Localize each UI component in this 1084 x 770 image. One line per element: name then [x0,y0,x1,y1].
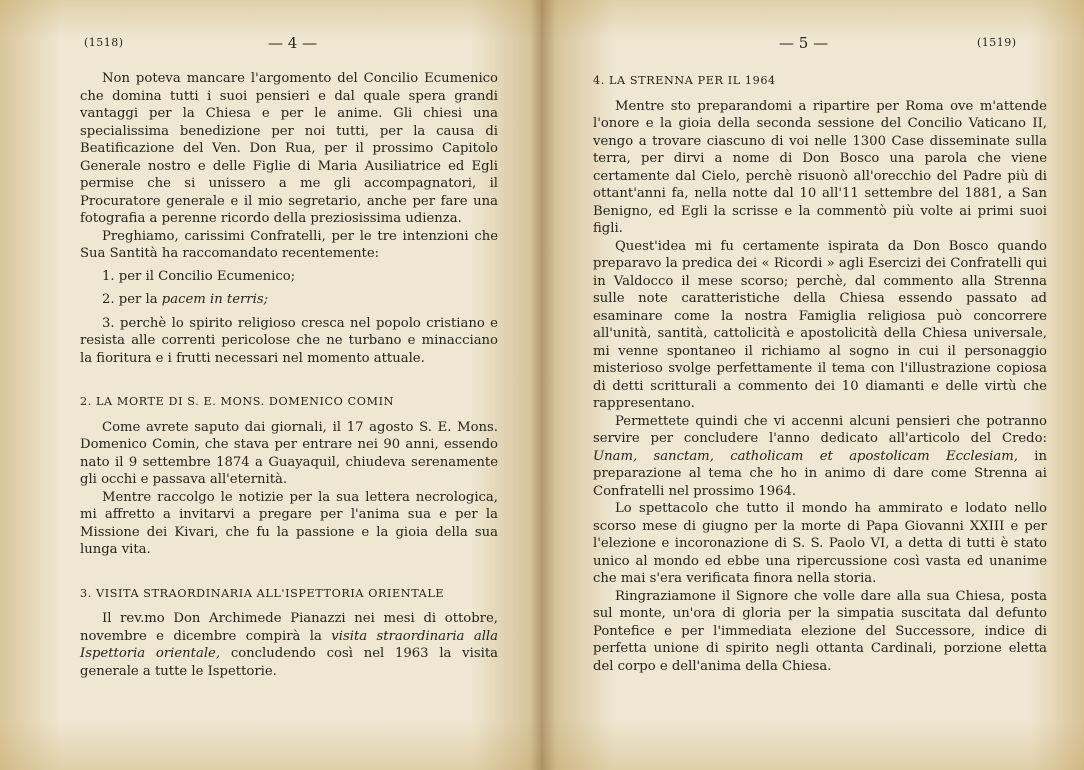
section-4-paragraph-3 [593,413,1047,501]
right-header-code: (1519) [977,36,1017,49]
section-4-paragraph-4: Lo spettacolo che tutto il mondo ha ammirato e lodato nello scorso mese di giugno per la morte di Papa Giovanni XXIII e per l'elezione e incoronazione di S. S. Paolo VI, a detta di tutti è stato unico al mondo ed ebbe una ripercussione così vasta ed unanime che mai s'era verificata finora nella storia. [593,501,1047,586]
section-4-p3-text-b: in preparazione al tema che ho in animo di dare come Strenna ai Confratelli nel prossimo 1964. [593,448,1048,499]
intention-2-italic: pacem in terris; [161,292,269,307]
intention-1 [80,268,498,286]
left-page-body [80,70,498,680]
section-4-p3-text-a: Permettete quindi che vi accenni alcuni pensieri che potranno servire per concludere l'anno dedicato all'articolo del Credo: [593,413,1047,446]
intention-2 [80,291,498,309]
intention-3 [80,315,498,368]
section-3-italic: visita straordinaria alla Ispettoria orientale, [80,628,498,661]
section-2-heading: 2. LA MORTE DI S. E. MONS. DOMENICO COMIN [80,395,394,408]
intro-paragraph: Non poteva mancare l'argomento del Concilio Ecumenico che domina tutti i suoi pensieri e dal quale spera grandi vantaggi per la Chiesa e per le anime. Gli chiesi una specialissima benedizione per noi tutti, per la causa di Beatificazione del Ven. Don Rua, per il prossimo Capitolo Generale nostro e delle Figlie di Maria Ausiliatrice ed Egli permise che si unissero a me gli accompagnatori, il Procuratore generale e il mio segretario, anche per fare una fotografia a perenne ricordo della preziosissima udienza. [80,71,498,226]
right-page-body [593,72,1047,675]
section-4-heading: 4. LA STRENNA PER IL 1964 [593,74,776,87]
section-3-text-b: concludendo così nel 1963 la visita generale a tutte le Ispettorie. [80,646,498,679]
section-4-paragraph-2: Quest'idea mi fu certamente ispirata da Don Bosco quando preparavo la predica dei « Ricordi » agli Esercizi dei Confratelli qui in Valdocco il mese scorso; perchè, dal commento alla Strenna sulle note caratteristiche della Chiesa essendo passato ad esaminare come la nostra Famiglia religiosa può concorrere all'unità, santità, cattolicità e apostolicità della Chiesa universale, mi venne spontaneo il richiamo al sogno in cui il personaggio misterioso svolge perfettamente il tema con l'illustrazione copiosa di detti scritturali a commento dei 10 diamanti e delle virtù che rappresentano. [593,238,1047,411]
intention-3-text: 3. perchè lo spirito religioso cresca nel popolo cristiano e resista alle correnti pericolose che ne turbano e minacciano la fioritura e i frutti necessari nel momento attuale. [80,315,498,366]
right-page-number: — 5 — [779,34,829,52]
section-3-text-a: Il rev.mo Don Archimede Pianazzi nei mesi di ottobre, novembre e dicembre compirà la [80,611,498,644]
right-page [543,0,1084,770]
intention-1-text: 1. per il Concilio Ecumenico; [102,268,296,284]
left-header-code: (1518) [84,36,124,49]
section-4-paragraph-5: Ringraziamone il Signore che volle dare alla sua Chiesa, posta sul monte, un'ora di gloria per la simpatia suscitata dal defunto Pontefice e per l'immediata elezione del Successore, indice di perfetta unione di spirito negli ottanta Cardinali, porzione eletta del corpo e dell'anima della Chiesa. [593,588,1047,674]
section-3-paragraph-1 [80,610,498,680]
prayer-paragraph: Preghiamo, carissimi Confratelli, per le tre intenzioni che Sua Santità ha raccomandato recentemente: [80,228,498,261]
section-2-paragraph-1: Come avrete saputo dai giornali, il 17 agosto S. E. Mons. Domenico Comin, che stava per entrare nei 90 anni, essendo nato il 9 settembre 1874 a Guayaquil, chiudeva serenamente gli occhi e passava all'eternità. [80,419,498,487]
section-4-paragraph-1: Mentre sto preparandomi a ripartire per Roma ove m'attende l'onore e la gioia della seconda sessione del Concilio Vaticano II, vengo a trovare ciascuno di voi nelle 1300 Case disseminate sulla terra, per dirvi a nome di Don Bosco una parola che viene certamente dal Cielo, perchè risuonò all'orecchio del Padre più di ottant'anni fa, nella notte dal 10 all'11 settembre del 1881, a San Benigno, ed Egli la scrisse e la commentò più volte ai primi suoi figli. [593,98,1047,236]
left-page [0,0,541,770]
section-3-heading: 3. VISITA STRAORDINARIA ALL'ISPETTORIA ORIENTALE [80,586,445,600]
left-page-number: — 4 — [268,34,318,52]
section-2-paragraph-2: Mentre raccolgo le notizie per la sua lettera necrologica, mi affretto a invitarvi a pregare per l'anima sua e per la Missione dei Kivari, che fu la passione e la gioia della sua lunga vita. [80,489,498,557]
intention-2-text: 2. per la [102,292,162,307]
section-4-p3-italic: Unam, sanctam, catholicam et apostolicam Ecclesiam, [593,448,1018,464]
